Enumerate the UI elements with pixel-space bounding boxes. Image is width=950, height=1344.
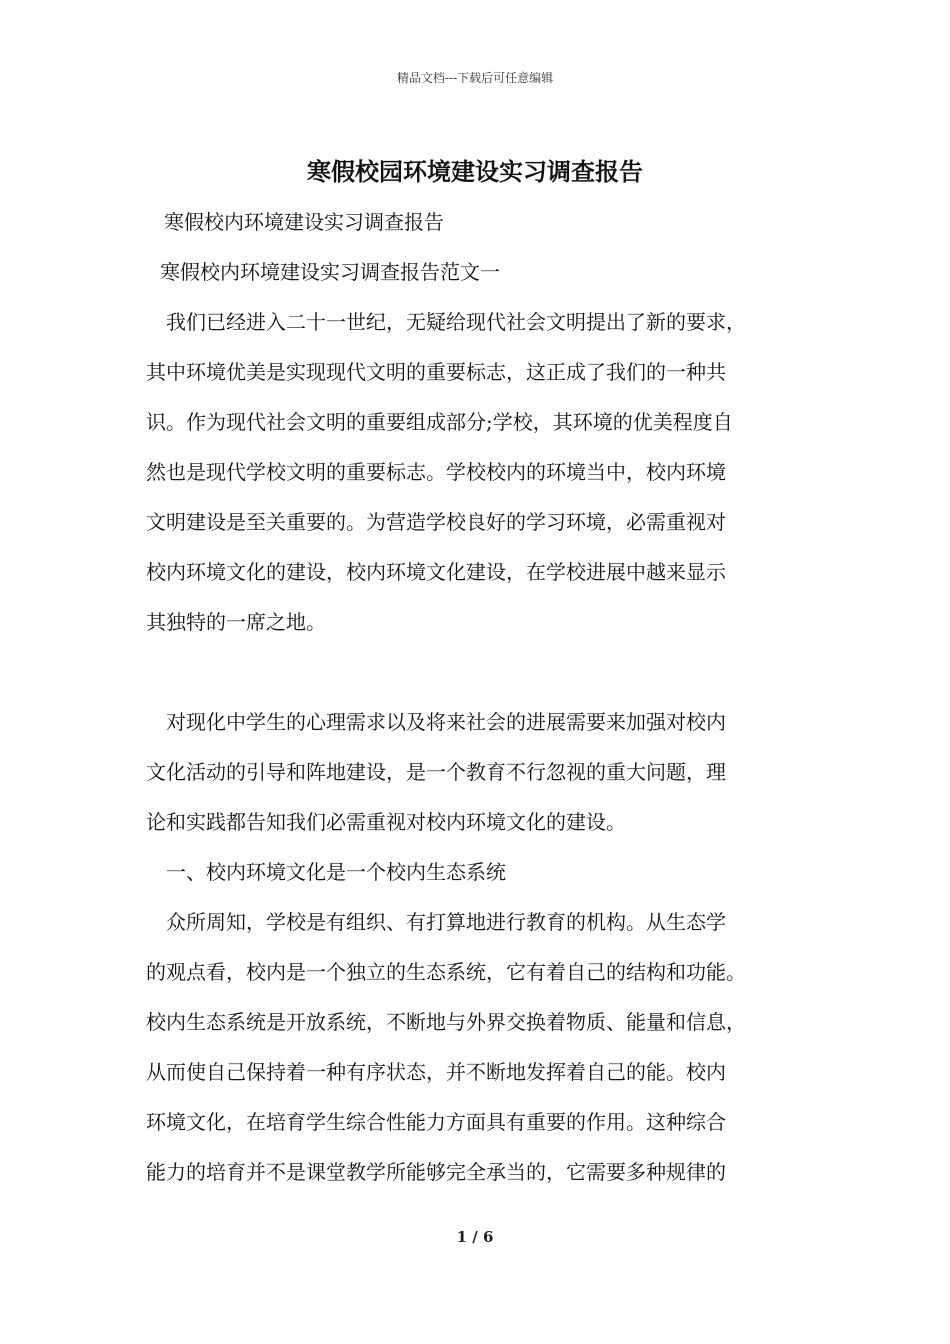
paragraph-line: 从而使自己保持着一种有序状态，并不断地发挥着自己的能。校内 [146,1060,726,1084]
document-title: 寒假校园环境建设实习调查报告 [307,157,643,186]
paragraph-line: 对现化中学生的心理需求以及将来社会的进展需要来加强对校内 [166,710,726,734]
paragraph-line: 文明建设是至关重要的。为营造学校良好的学习环境，必需重视对 [146,510,726,534]
subtitle-line: 寒假校内环境建设实习调查报告 [164,210,444,234]
paragraph-line: 论和实践都告知我们必需重视对校内环境文化的建设。 [146,810,626,834]
subtitle-line: 寒假校内环境建设实习调查报告范文一 [160,260,500,284]
paragraph-line: 识。作为现代社会文明的重要组成部分;学校，其环境的优美程度自 [146,410,733,434]
page-number: 1 / 6 [456,1228,494,1246]
paragraph-line: 我们已经进入二十一世纪，无疑给现代社会文明提出了新的要求， [166,310,746,334]
paragraph-line: 校内生态系统是开放系统，不断地与外界交换着物质、能量和信息， [146,1010,746,1034]
paragraph-line: 校内环境文化的建设，校内环境文化建设，在学校进展中越来显示 [146,560,726,584]
paragraph-line: 其中环境优美是实现现代文明的重要标志，这正成了我们的一种共 [146,360,726,384]
paragraph-line: 众所周知，学校是有组织、有打算地进行教育的机构。从生态学 [166,910,726,934]
section-heading: 一、校内环境文化是一个校内生态系统 [166,860,506,884]
page-header: 精品文档---下载后可任意编辑 [396,71,554,85]
paragraph-line: 文化活动的引导和阵地建设，是一个教育不行忽视的重大问题，理 [146,760,726,784]
paragraph-line: 的观点看，校内是一个独立的生态系统，它有着自己的结构和功能。 [146,960,746,984]
paragraph-line: 其独特的一席之地。 [146,610,326,634]
paragraph-line: 能力的培育并不是课堂教学所能够完全承当的，它需要多种规律的 [146,1160,726,1184]
paragraph-line: 然也是现代学校文明的重要标志。学校校内的环境当中，校内环境 [146,460,726,484]
paragraph-line: 环境文化，在培育学生综合性能力方面具有重要的作用。这种综合 [146,1110,726,1134]
